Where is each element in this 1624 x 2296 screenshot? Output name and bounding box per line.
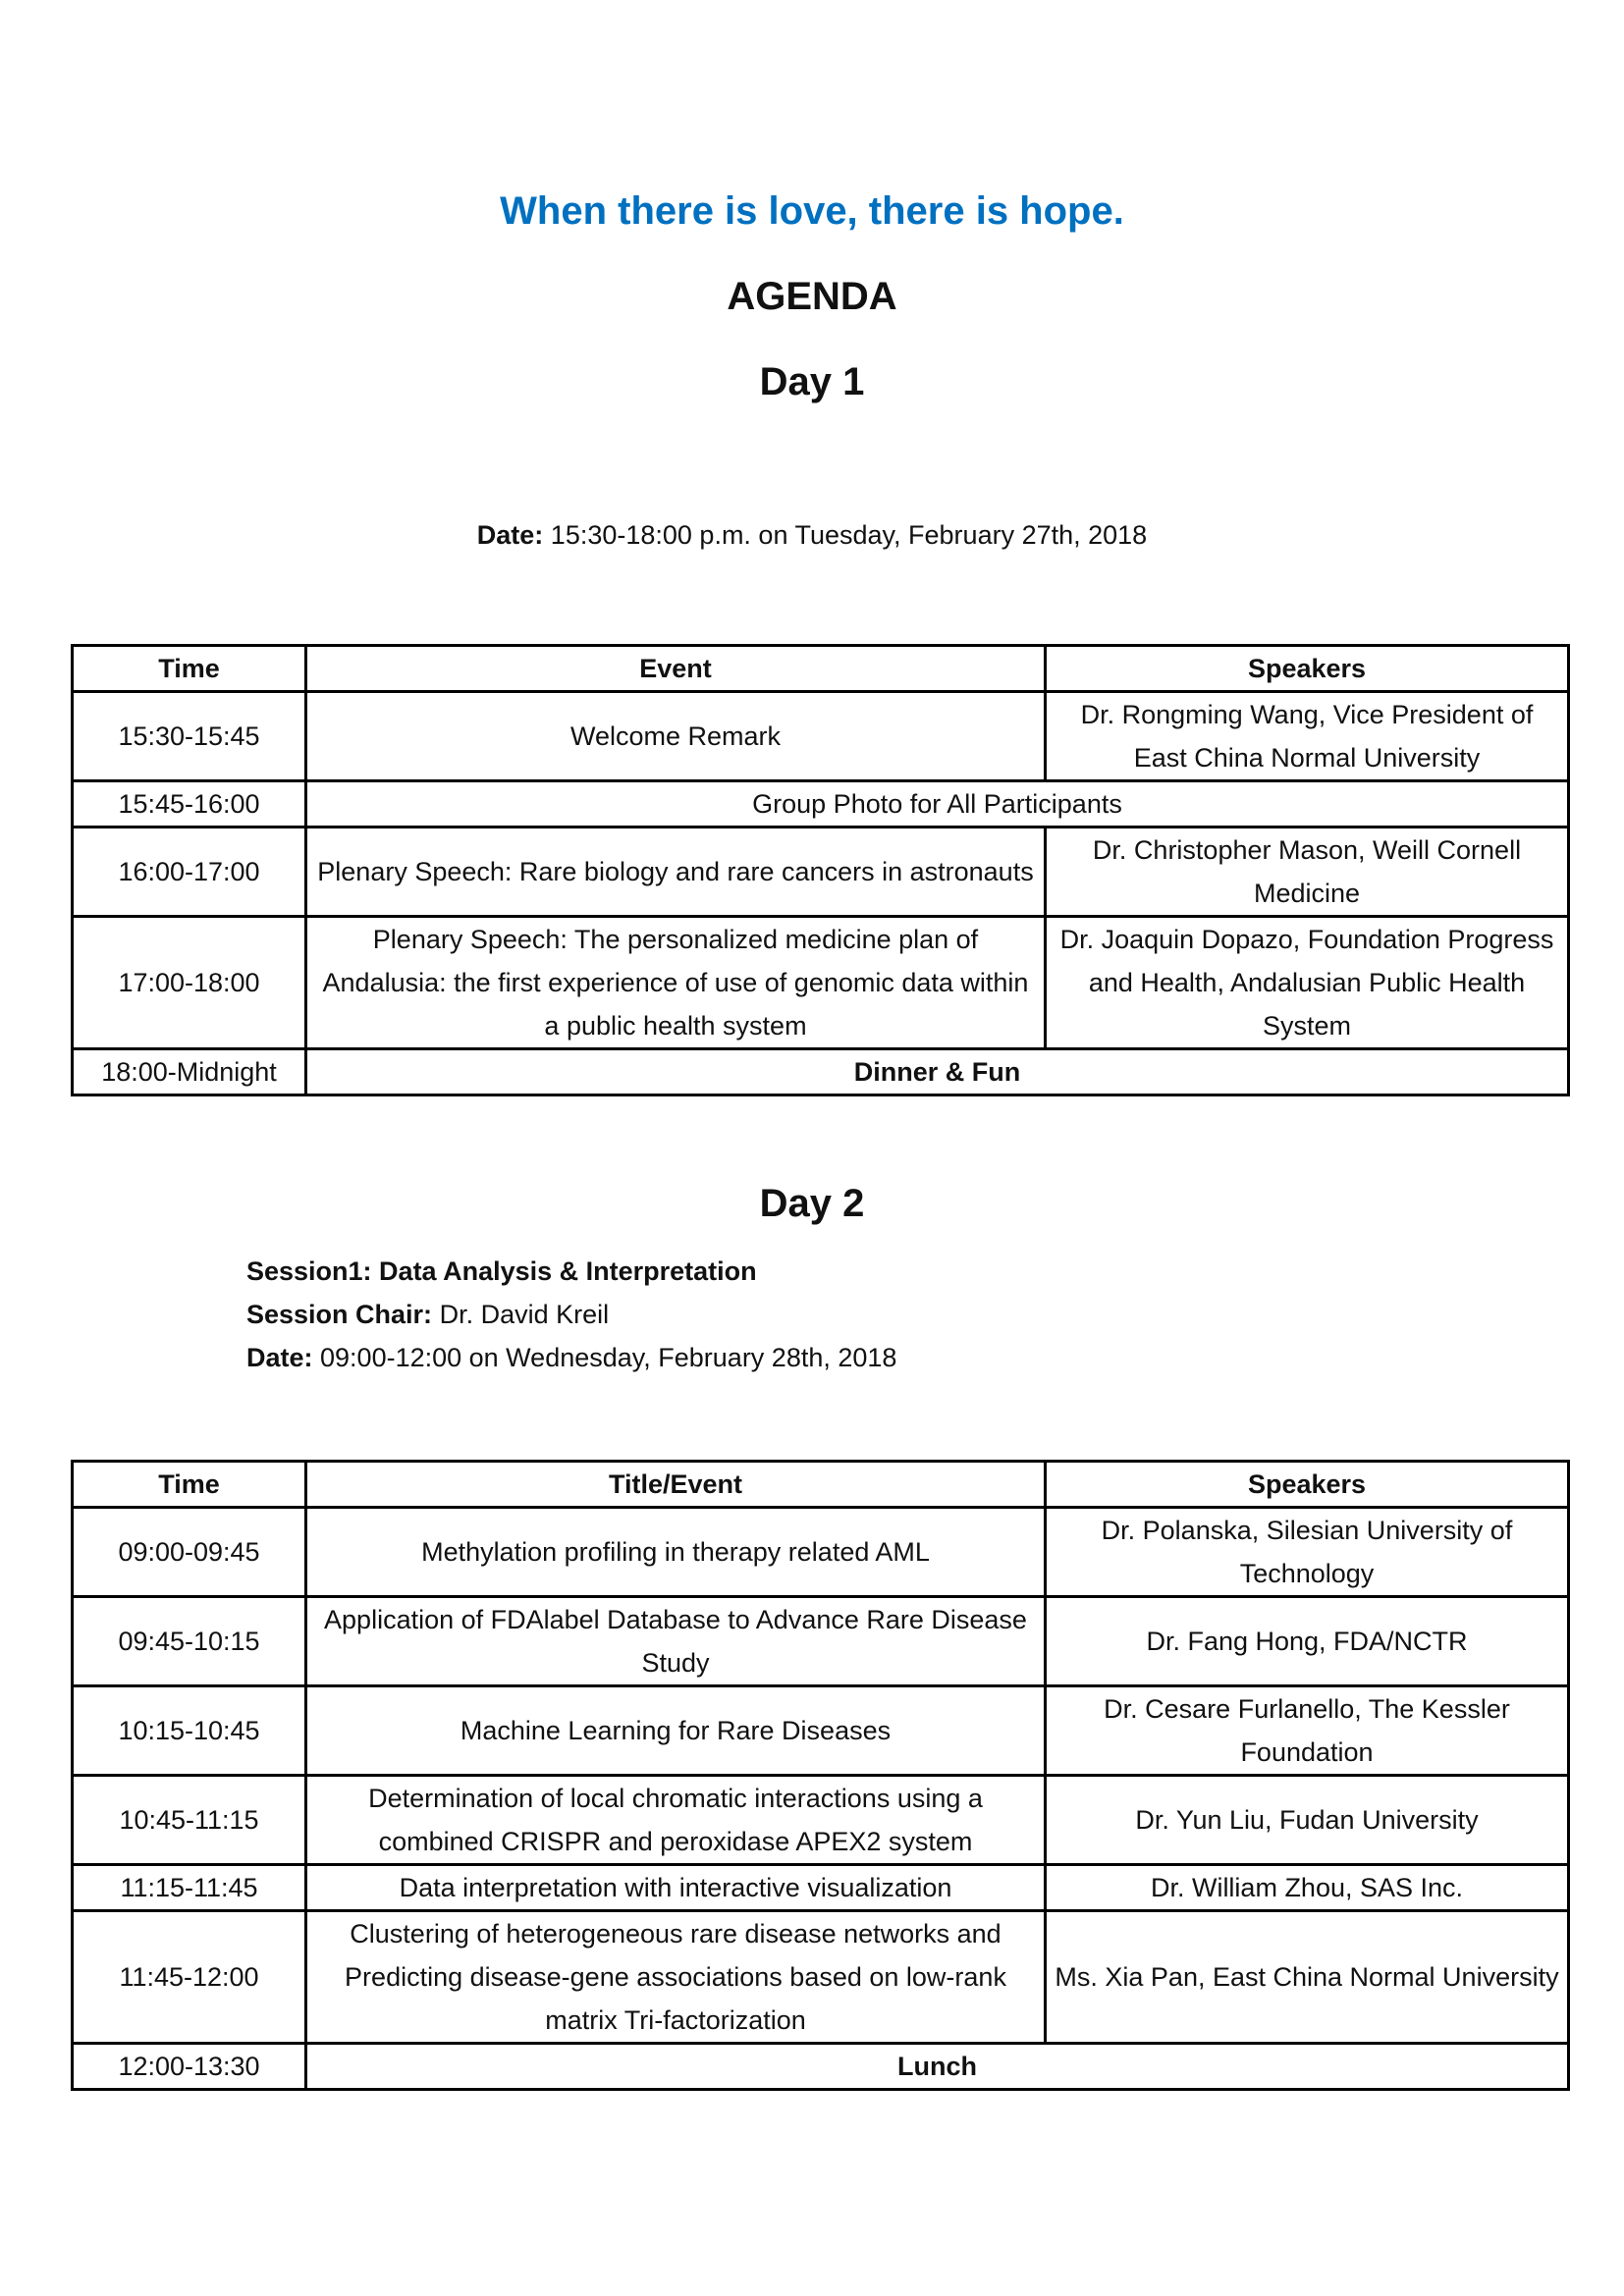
event-cell: Data interpretation with interactive visualization bbox=[306, 1865, 1046, 1911]
speakers-cell: Dr. Polanska, Silesian University of Technology bbox=[1046, 1508, 1569, 1597]
table-row bbox=[73, 1865, 1569, 1911]
motto-heading: When there is love, there is hope. bbox=[500, 189, 1124, 233]
session-chair-value: Dr. David Kreil bbox=[432, 1300, 610, 1329]
table-row bbox=[73, 1597, 1569, 1686]
speakers-cell: Dr. William Zhou, SAS Inc. bbox=[1046, 1865, 1569, 1911]
time-cell: 17:00-18:00 bbox=[73, 917, 306, 1049]
time-cell: 11:45-12:00 bbox=[73, 1911, 306, 2044]
table-row bbox=[73, 917, 1569, 1049]
event-cell: Application of FDAlabel Database to Advance Rare Disease Study bbox=[306, 1597, 1046, 1686]
table-row bbox=[73, 1049, 1569, 1095]
speakers-cell: Ms. Xia Pan, East China Normal University bbox=[1046, 1911, 1569, 2044]
table-row bbox=[73, 1686, 1569, 1776]
table-row bbox=[73, 781, 1569, 828]
speakers-cell: Dr. Christopher Mason, Weill Cornell Medicine bbox=[1046, 828, 1569, 917]
speakers-cell: Dr. Rongming Wang, Vice President of East China Normal University bbox=[1046, 692, 1569, 781]
event-cell: Determination of local chromatic interactions using a combined CRISPR and peroxidase APEX2 system bbox=[306, 1776, 1046, 1865]
speakers-cell: Dr. Cesare Furlanello, The Kessler Foundation bbox=[1046, 1686, 1569, 1776]
column-header-time: Time bbox=[73, 1462, 306, 1508]
session-chair-label: Session Chair: bbox=[246, 1300, 433, 1329]
table-row bbox=[73, 1776, 1569, 1865]
day2-heading: Day 2 bbox=[759, 1182, 865, 1225]
column-header-title-event: Title/Event bbox=[306, 1462, 1046, 1508]
session-chair bbox=[246, 1300, 609, 1330]
day2-date-value: 09:00-12:00 on Wednesday, February 28th, 2018 bbox=[312, 1343, 897, 1372]
day2-agenda-table bbox=[71, 1460, 1570, 2091]
table-header-row bbox=[73, 646, 1569, 692]
day1-date bbox=[0, 520, 1624, 551]
day1-agenda-table bbox=[71, 644, 1570, 1096]
time-cell: 09:00-09:45 bbox=[73, 1508, 306, 1597]
session-title: Session1: Data Analysis & Interpretation bbox=[246, 1256, 757, 1286]
speakers-cell: Dr. Joaquin Dopazo, Foundation Progress and Health, Andalusian Public Health System bbox=[1046, 917, 1569, 1049]
time-cell: 15:45-16:00 bbox=[73, 781, 306, 828]
event-cell-merged: Dinner & Fun bbox=[306, 1049, 1569, 1095]
time-cell: 10:45-11:15 bbox=[73, 1776, 306, 1865]
table-row bbox=[73, 828, 1569, 917]
time-cell: 09:45-10:15 bbox=[73, 1597, 306, 1686]
column-header-time: Time bbox=[73, 646, 306, 692]
event-cell: Clustering of heterogeneous rare disease networks and Predicting disease-gene associations based on low-rank matrix Tri-factorization bbox=[306, 1911, 1046, 2044]
table-row bbox=[73, 1911, 1569, 2044]
time-cell: 15:30-15:45 bbox=[73, 692, 306, 781]
column-header-speakers: Speakers bbox=[1046, 646, 1569, 692]
speakers-cell: Dr. Yun Liu, Fudan University bbox=[1046, 1776, 1569, 1865]
event-cell-merged: Group Photo for All Participants bbox=[306, 781, 1569, 828]
event-cell: Welcome Remark bbox=[306, 692, 1046, 781]
time-cell: 18:00-Midnight bbox=[73, 1049, 306, 1095]
day1-date-value: 15:30-18:00 p.m. on Tuesday, February 27th, 2018 bbox=[543, 520, 1148, 550]
time-cell: 16:00-17:00 bbox=[73, 828, 306, 917]
event-cell: Machine Learning for Rare Diseases bbox=[306, 1686, 1046, 1776]
column-header-speakers: Speakers bbox=[1046, 1462, 1569, 1508]
day2-date-label: Date: bbox=[246, 1343, 313, 1372]
speakers-cell: Dr. Fang Hong, FDA/NCTR bbox=[1046, 1597, 1569, 1686]
event-cell: Plenary Speech: Rare biology and rare cancers in astronauts bbox=[306, 828, 1046, 917]
day1-date-label: Date: bbox=[476, 520, 544, 550]
day2-date bbox=[246, 1343, 896, 1373]
time-cell: 12:00-13:30 bbox=[73, 2044, 306, 2090]
event-cell: Plenary Speech: The personalized medicine plan of Andalusia: the first experience of use of genomic data within a public health system bbox=[306, 917, 1046, 1049]
table-row bbox=[73, 1508, 1569, 1597]
time-cell: 11:15-11:45 bbox=[73, 1865, 306, 1911]
column-header-event: Event bbox=[306, 646, 1046, 692]
table-row bbox=[73, 692, 1569, 781]
table-row bbox=[73, 2044, 1569, 2090]
agenda-title: AGENDA bbox=[727, 275, 897, 318]
event-cell-merged: Lunch bbox=[306, 2044, 1569, 2090]
day1-heading: Day 1 bbox=[759, 360, 865, 403]
table-header-row bbox=[73, 1462, 1569, 1508]
event-cell: Methylation profiling in therapy related AML bbox=[306, 1508, 1046, 1597]
time-cell: 10:15-10:45 bbox=[73, 1686, 306, 1776]
